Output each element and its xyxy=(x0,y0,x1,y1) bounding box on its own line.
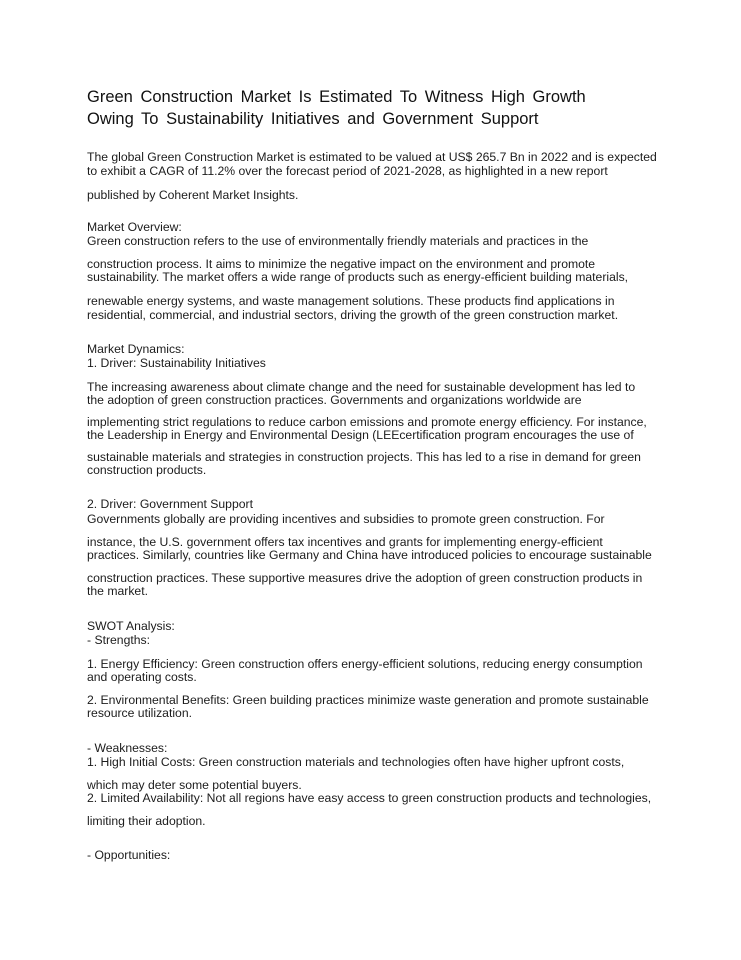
market-overview-line: residential, commercial, and industrial sectors, driving the growth of the green construction market. xyxy=(87,308,619,322)
driver-1-line: construction products. xyxy=(87,463,207,477)
driver-2-line: instance, the U.S. government offers tax incentives and grants for implementing energy-efficient xyxy=(87,535,603,549)
market-overview-line: Green construction refers to the use of environmentally friendly materials and practices in the xyxy=(87,234,589,248)
title-line-1: Green Construction Market Is Estimated To Witness High Growth xyxy=(87,88,586,106)
driver-1-line: The increasing awareness about climate change and the need for sustainable development has led to xyxy=(87,380,636,394)
driver-2-heading: 2. Driver: Government Support xyxy=(87,497,253,511)
weakness-item-line: which may deter some potential buyers. xyxy=(87,778,302,792)
strength-item-line: resource utilization. xyxy=(87,706,192,720)
driver-1-line: implementing strict regulations to reduce carbon emissions and promote energy efficiency. For instance, xyxy=(87,415,647,429)
market-overview-line: sustainability. The market offers a wide range of products such as energy-efficient building materials, xyxy=(87,270,629,284)
page-title xyxy=(87,86,677,130)
intro-line: to exhibit a CAGR of 11.2% over the forecast period of 2021-2028, as highlighted in a new report xyxy=(87,164,608,178)
title-line-2: Owing To Sustainability Initiatives and Government Support xyxy=(87,110,539,128)
driver-1-heading: 1. Driver: Sustainability Initiatives xyxy=(87,356,266,370)
intro-line: The global Green Construction Market is estimated to be valued at US$ 265.7 Bn in 2022 and is expected xyxy=(87,150,657,164)
driver-1-line: the adoption of green construction practices. Governments and organizations worldwide are xyxy=(87,393,582,407)
driver-1-line: the Leadership in Energy and Environmental Design (LEEcertification program encourages the use of xyxy=(87,428,634,442)
intro-line: published by Coherent Market Insights. xyxy=(87,188,299,202)
strength-item-line: and operating costs. xyxy=(87,670,197,684)
strength-item-line: 2. Environmental Benefits: Green building practices minimize waste generation and promote sustainable xyxy=(87,693,649,707)
driver-1-line: sustainable materials and strategies in construction projects. This has led to a rise in demand for green xyxy=(87,450,641,464)
weakness-item-line: 2. Limited Availability: Not all regions have easy access to green construction products and technologies, xyxy=(87,791,652,805)
driver-2-line: practices. Similarly, countries like Germany and China have introduced policies to encourage sustainable xyxy=(87,548,652,562)
weakness-item-line: limiting their adoption. xyxy=(87,814,206,828)
driver-2-line: Governments globally are providing incentives and subsidies to promote green construction. For xyxy=(87,512,605,526)
swot-heading: SWOT Analysis: xyxy=(87,619,175,633)
opportunities-heading: - Opportunities: xyxy=(87,848,171,862)
driver-2-line: construction practices. These supportive measures drive the adoption of green construction products in xyxy=(87,571,643,585)
market-overview-line: construction process. It aims to minimize the negative impact on the environment and promote xyxy=(87,257,596,271)
market-overview-heading: Market Overview: xyxy=(87,220,182,234)
strength-item-line: 1. Energy Efficiency: Green construction offers energy-efficient solutions, reducing energy consumption xyxy=(87,657,643,671)
driver-2-line: the market. xyxy=(87,584,148,598)
weakness-item-line: 1. High Initial Costs: Green construction materials and technologies often have higher upfront costs, xyxy=(87,755,625,769)
strengths-heading: - Strengths: xyxy=(87,633,150,647)
weaknesses-heading: - Weaknesses: xyxy=(87,741,168,755)
market-dynamics-heading: Market Dynamics: xyxy=(87,342,185,356)
market-overview-line: renewable energy systems, and waste management solutions. These products find applications in xyxy=(87,294,615,308)
